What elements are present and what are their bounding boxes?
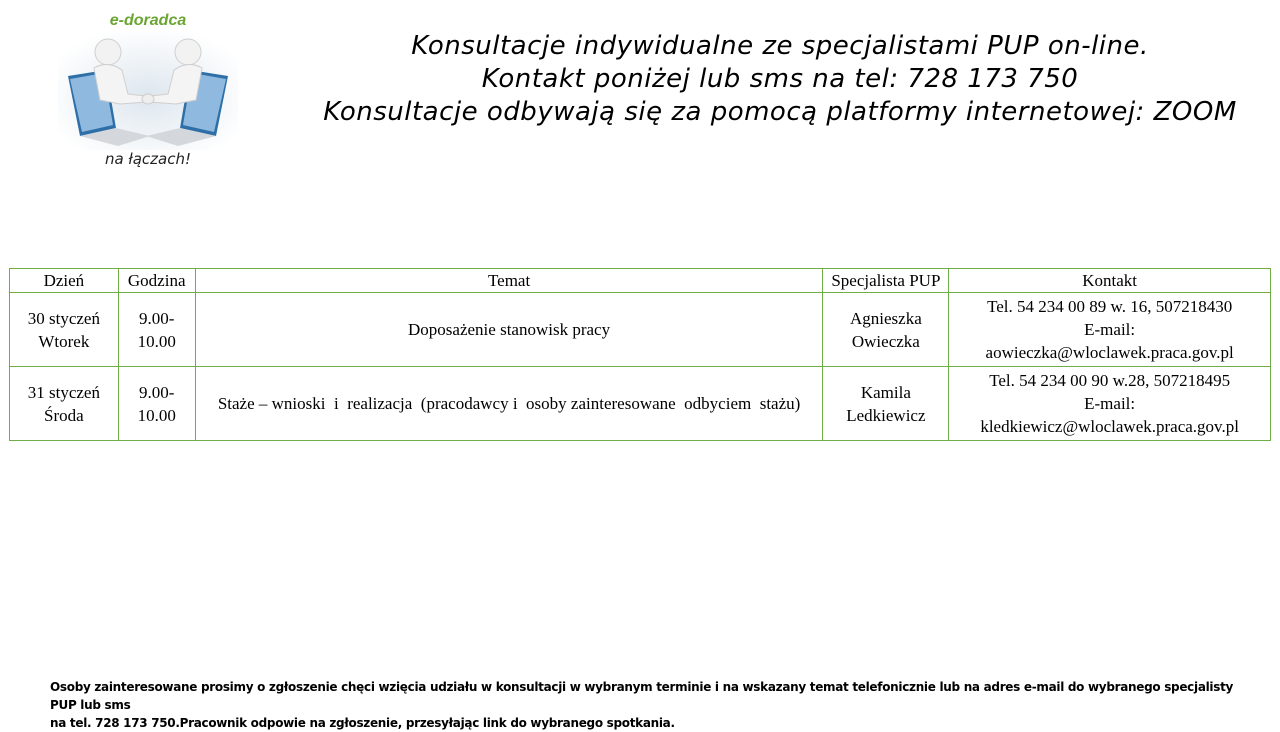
email-label: E-mail: [1084, 320, 1136, 339]
date-text: 31 styczeń [27, 382, 100, 402]
day-cell [10, 293, 119, 367]
specialist-last-name: Owieczka [851, 331, 920, 351]
footer-line: na tel. 728 173 750.Pracownik odpowie na zgłoszenie, przesyłając link do wybranego spotkania. [50, 716, 675, 730]
column-header-topic: Temat [195, 269, 823, 293]
email-label: E-mail: [1084, 394, 1136, 413]
heading-line: Kontakt poniżej lub sms na tel: 728 173 750 [481, 64, 1079, 94]
time-cell [118, 293, 195, 367]
heading-line: Konsultacje indywidualne ze specjalistami PUP on-line. [411, 31, 1149, 61]
contact-cell [949, 367, 1271, 441]
logo-title: e-doradca [109, 12, 187, 29]
handshake-laptops-icon [58, 32, 238, 150]
consultation-schedule-table [9, 268, 1271, 441]
specialist-cell [823, 367, 949, 441]
topic-cell: Doposażenie stanowisk pracy [195, 293, 823, 367]
footer-note [50, 678, 1260, 732]
phone-text: Tel. 54 234 00 89 w. 16, 507218430 [987, 297, 1233, 316]
time-start: 9.00- [138, 308, 175, 328]
e-doradca-logo [58, 8, 238, 176]
time-start: 9.00- [138, 382, 175, 402]
specialist-first-name: Kamila [860, 382, 911, 402]
topic-cell: Staże – wnioski i realizacja (pracodawcy i osoby zainteresowane odbyciem stażu) [195, 367, 823, 441]
page-heading [285, 30, 1275, 129]
email-link[interactable]: kledkiewicz@wloclawek.praca.gov.pl [980, 417, 1239, 436]
column-header-specialist: Specjalista PUP [823, 269, 949, 293]
specialist-cell [823, 293, 949, 367]
specialist-first-name: Agnieszka [849, 308, 922, 328]
table-row [10, 293, 1271, 367]
column-header-day: Dzień [10, 269, 119, 293]
heading-line: Konsultacje odbywają się za pomocą platformy internetowej: ZOOM [323, 97, 1237, 127]
time-end: 10.00 [137, 405, 176, 425]
phone-text: Tel. 54 234 00 90 w.28, 507218495 [989, 371, 1231, 390]
weekday-text: Środa [44, 405, 84, 425]
specialist-last-name: Ledkiewicz [846, 405, 926, 425]
contact-cell [949, 293, 1271, 367]
footer-line: Osoby zainteresowane prosimy o zgłoszenie chęci wzięcia udziału w konsultacji w wybranym terminie i na wskazany temat telefonicznie lub na adres e-mail do wybranego specjalisty PUP lub sms [50, 680, 1234, 712]
column-header-time: Godzina [118, 269, 195, 293]
table-header-row [10, 269, 1271, 293]
date-text: 30 styczeń [27, 308, 100, 328]
day-cell [10, 367, 119, 441]
weekday-text: Wtorek [38, 331, 90, 351]
column-header-contact: Kontakt [949, 269, 1271, 293]
logo-subtitle: na łączach! [104, 150, 192, 168]
time-end: 10.00 [137, 331, 176, 351]
time-cell [118, 367, 195, 441]
table-row [10, 367, 1271, 441]
email-link[interactable]: aowieczka@wloclawek.praca.gov.pl [985, 343, 1234, 362]
